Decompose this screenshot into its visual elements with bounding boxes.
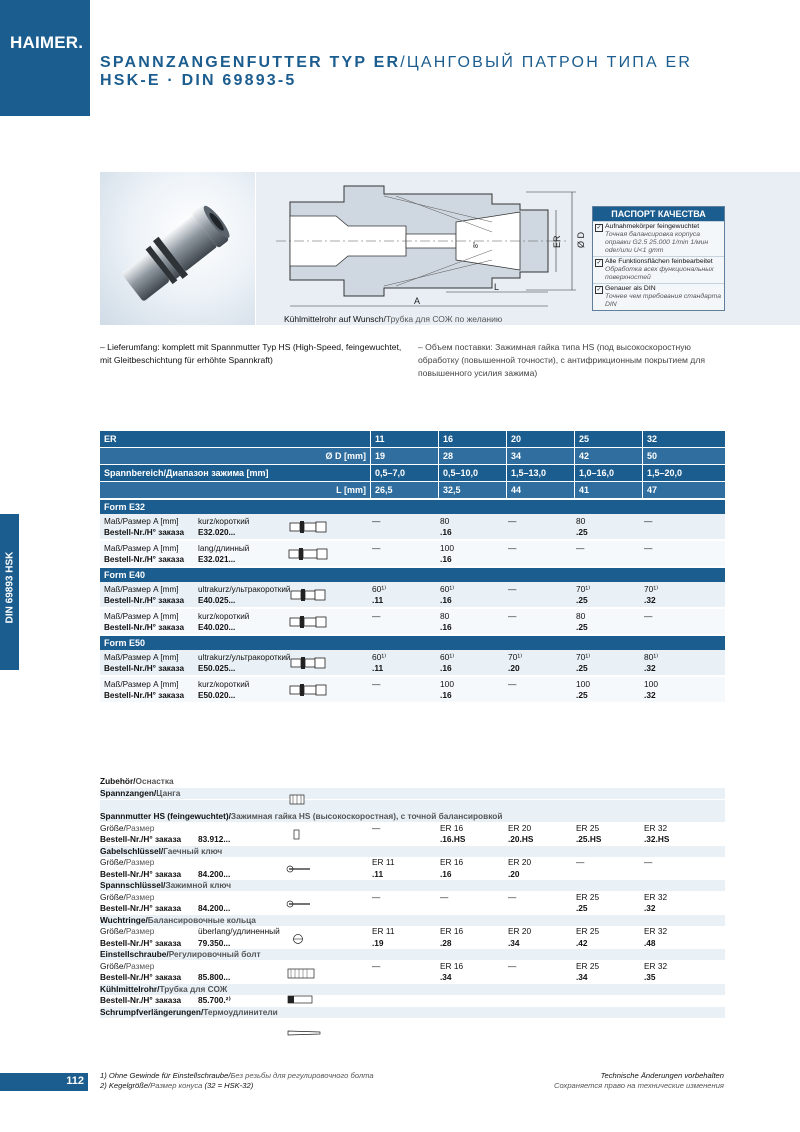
- clamping-nut-icon: [286, 829, 324, 842]
- order-number-value: .25: [576, 663, 588, 673]
- footnote-1-de: 1) Ohne Gewinde für Einstellschraube/: [100, 1071, 231, 1080]
- wrench-icon: [286, 864, 324, 877]
- accessory-label-ru: Размер: [125, 926, 155, 936]
- accessory-label-de: Größe/: [100, 960, 126, 971]
- accessory-value: .25: [576, 903, 588, 913]
- disclaimer-ru: Сохраняется право на технические изменения: [553, 1081, 724, 1090]
- quality-header: ПАСПОРТ КАЧЕСТВА: [593, 207, 724, 221]
- quality-item: [593, 283, 724, 310]
- quality-item: [593, 256, 724, 283]
- order-number-value: .16: [440, 595, 452, 605]
- order-number-value: .20: [508, 663, 520, 673]
- accessory-value: ER 20: [508, 926, 532, 936]
- dimension-a-value: 70¹⁾: [508, 652, 523, 662]
- order-label: Bestell-Nr./Н° заказа: [104, 623, 185, 632]
- accessory-label-de: Größe/: [100, 857, 126, 867]
- accessory-label-ru: Размер: [125, 960, 155, 971]
- accessory-label-ru: Зажимная гайка HS (высокоскоростная), с точной балансировкой: [230, 811, 503, 821]
- size-label: Maß/Размер A [mm]: [104, 517, 179, 526]
- footnotes: [100, 1071, 374, 1091]
- accessory-value: ER 16: [440, 857, 464, 867]
- accessory-value: ER 11: [372, 926, 395, 936]
- header-value: 34: [506, 448, 574, 464]
- form-header: [100, 636, 725, 650]
- accessory-label-ru: Размер: [125, 857, 155, 867]
- table-row: [100, 514, 725, 540]
- title-line2: HSK-E · DIN 69893-5: [100, 72, 297, 89]
- order-label: Bestell-Nr./Н° заказа: [100, 937, 182, 948]
- order-label: Bestell-Nr./Н° заказа: [104, 664, 185, 673]
- dimension-d-label: Ø D: [576, 231, 586, 248]
- dimension-a-value: 80: [440, 516, 450, 526]
- header-value: 32: [642, 431, 710, 447]
- header-value: 41: [574, 482, 642, 498]
- order-label: Bestell-Nr./Н° заказа: [104, 691, 185, 700]
- accessory-section: [100, 811, 725, 822]
- dimension-a-value: —: [644, 516, 653, 526]
- accessory-value: ER 32: [644, 926, 668, 936]
- table-header-row: [100, 448, 725, 464]
- accessory-value: —: [508, 960, 517, 971]
- dimension-a-value: —: [644, 543, 653, 553]
- accessory-row: [100, 961, 725, 972]
- order-number-value: .32: [644, 690, 656, 700]
- order-code: E40.025...: [198, 596, 236, 605]
- checkbox-icon: ✓: [596, 225, 602, 231]
- type-label: kurz/короткий: [198, 680, 250, 689]
- accessory-value: .20: [508, 868, 520, 879]
- accessory-value: .32: [644, 903, 656, 913]
- chuck-icon: [288, 683, 330, 697]
- order-code: E32.020...: [198, 528, 236, 537]
- dimension-a-value: 100: [576, 679, 590, 689]
- balancing-ring-icon: [286, 934, 324, 947]
- accessory-value: ER 20: [508, 822, 532, 833]
- page-title: [100, 54, 692, 90]
- chuck-photo-illustration: [100, 172, 255, 325]
- accessory-value: —: [576, 857, 585, 867]
- size-label: Maß/Размер A [mm]: [104, 544, 179, 553]
- accessory-value: .34: [440, 972, 452, 982]
- type-label: ultrakurz/ультракороткий: [198, 585, 291, 594]
- accessory-value: —: [508, 891, 517, 902]
- footnote-2-ru: Размер конуса: [150, 1081, 203, 1090]
- order-number-value: .16: [440, 527, 452, 537]
- coolant-tube-icon: [286, 994, 324, 1007]
- header-value: 47: [642, 482, 710, 498]
- table-header-row: [100, 482, 725, 498]
- header-value: 44: [506, 482, 574, 498]
- angle-label: 8°: [473, 241, 480, 248]
- order-label: Bestell-Nr./Н° заказа: [100, 834, 182, 844]
- accessory-value: ER 25: [576, 891, 600, 902]
- accessory-row: [100, 892, 725, 903]
- order-code: 84.200...: [198, 903, 231, 913]
- accessory-label-ru: Размер: [125, 891, 155, 902]
- order-number-value: .25: [576, 527, 588, 537]
- accessory-value: ER 20: [508, 857, 532, 867]
- size-label: Maß/Размер A [mm]: [104, 612, 179, 621]
- table-row: [100, 650, 725, 676]
- caption-de: Kühlmittelrohr auf Wunsch/: [284, 314, 386, 324]
- order-label: Bestell-Nr./Н° заказа: [100, 972, 182, 982]
- accessory-section: [100, 788, 725, 799]
- header-value: 20: [506, 431, 574, 447]
- dimension-a-value: 80¹⁾: [644, 652, 659, 662]
- order-label: Bestell-Nr./Н° заказа: [104, 596, 185, 605]
- dimension-a-value: 100: [440, 679, 454, 689]
- header-value: 1,5–20,0: [642, 465, 710, 481]
- header-value: 0,5–7,0: [370, 465, 438, 481]
- accessory-row: [100, 800, 725, 811]
- form-header: [100, 500, 725, 514]
- accessory-value: .28: [440, 937, 452, 948]
- accessory-value: ER 32: [644, 960, 668, 971]
- accessory-label-de: Gabelschlüssel/: [100, 845, 164, 856]
- accessory-row: [100, 926, 725, 937]
- accessory-value: —: [440, 891, 449, 902]
- order-code: 85.800...: [198, 972, 231, 982]
- dimension-a-value: —: [644, 611, 653, 621]
- header-value: 1,5–13,0: [506, 465, 574, 481]
- order-number-value: .16: [440, 663, 452, 673]
- accessory-label-de: Größe/: [100, 926, 126, 936]
- dimension-a-value: 80: [576, 611, 586, 621]
- accessory-value: .34: [508, 937, 520, 948]
- accessory-value: —: [372, 822, 381, 833]
- delivery-scope-de: – Lieferumfang: komplett mit Spannmutter Typ HS (High-Speed, feingewuchtet, mit Gleitbeschichtung für erhöhte Spannkraft): [100, 342, 402, 365]
- order-number-value: .16: [440, 554, 452, 564]
- quality-item-de: Aufnahmekörper feingewuchtet: [605, 223, 700, 230]
- accessory-value: ER 32: [644, 891, 668, 902]
- accessory-label-ru: Балансировочные кольца: [147, 914, 256, 925]
- table-row: [100, 677, 725, 703]
- accessory-value: ER 25: [576, 822, 600, 833]
- accessory-value: .16.HS: [440, 834, 466, 844]
- checkbox-icon: ✓: [596, 260, 602, 266]
- order-number-value: .25: [576, 690, 588, 700]
- accessory-value: ER 16: [440, 926, 464, 936]
- footer-disclaimer: [554, 1071, 724, 1091]
- dimension-a-value: 70¹⁾: [576, 584, 591, 594]
- quality-item: [593, 221, 724, 256]
- variant-label: überlang/удлиненный: [198, 926, 280, 936]
- quality-item-ru: Точнее чем требования стандарта DIN: [605, 293, 722, 308]
- accessory-label-ru: Термоудлинители: [203, 1006, 278, 1017]
- order-label: Bestell-Nr./Н° заказа: [104, 555, 185, 564]
- order-number-value: .11: [372, 663, 384, 673]
- dimension-er-label: ER: [552, 235, 562, 248]
- page-number-box: [0, 1073, 88, 1091]
- header-value: 26,5: [370, 482, 438, 498]
- header-label: Spannbereich/Диапазон зажима [mm]: [104, 468, 269, 478]
- table-header-row: [100, 431, 725, 447]
- collet-icon: [286, 794, 324, 807]
- accessory-row: [100, 834, 725, 845]
- order-code: 85.700.²⁾: [198, 995, 231, 1005]
- chuck-icon: [288, 615, 330, 629]
- accessory-value: .25.HS: [576, 834, 602, 844]
- order-number-value: .32: [644, 595, 656, 605]
- accessory-row: [100, 823, 725, 834]
- accessory-row: [100, 972, 725, 983]
- header-label: L [mm]: [336, 485, 366, 495]
- accessory-row: [100, 869, 725, 880]
- accessory-label-de: Spannmutter HS (feingewuchtet)/: [100, 811, 231, 821]
- dimension-a-value: 60¹⁾: [372, 584, 387, 594]
- accessory-label-ru: Трубка для СОЖ: [159, 983, 228, 994]
- accessory-value: .16: [440, 868, 452, 879]
- chuck-icon: [288, 547, 330, 561]
- quality-item-de: Alle Funktionsflächen feinbearbeitet: [605, 258, 713, 265]
- accessory-label-ru: Регулировочный болт: [168, 949, 261, 959]
- brand-name: HAIMER.: [10, 33, 84, 52]
- order-number-value: .16: [440, 690, 452, 700]
- quality-item-de: Genauer als DIN: [605, 285, 656, 292]
- footnote-2-de: 2) Kegelgröße/: [100, 1081, 151, 1090]
- order-number-value: .11: [372, 595, 384, 605]
- accessory-value: .19: [372, 937, 384, 948]
- accessory-value: .32.HS: [644, 834, 670, 844]
- accessory-section: [100, 1007, 725, 1018]
- order-label: Bestell-Nr./Н° заказа: [104, 528, 185, 537]
- dimension-a-value: 60¹⁾: [372, 652, 387, 662]
- brand-logo: [0, 0, 90, 116]
- accessory-label-de: Schrumpfverlängerungen/: [100, 1006, 204, 1017]
- type-label: lang/длинный: [198, 544, 250, 553]
- header-value: 28: [438, 448, 506, 464]
- form-name: Form E50: [104, 638, 146, 648]
- dimension-a-value: 100: [440, 543, 454, 553]
- accessory-value: .35: [644, 972, 656, 982]
- table-row: [100, 609, 725, 635]
- accessory-section: [100, 949, 725, 960]
- accessory-label-ru: Размер: [125, 822, 155, 833]
- chuck-icon: [288, 520, 330, 534]
- chuck-icon: [288, 656, 330, 670]
- dimension-a-label: A: [414, 296, 421, 306]
- header-value: 0,5–10,0: [438, 465, 506, 481]
- accessory-value: .48: [644, 937, 656, 948]
- footnote-1-ru: Без резьбы для регулировочного болта: [230, 1071, 374, 1080]
- header-label: Ø D [mm]: [325, 451, 366, 461]
- accessory-row: [100, 857, 725, 868]
- size-label: Maß/Размер A [mm]: [104, 680, 179, 689]
- dimension-a-value: —: [508, 611, 517, 621]
- order-number-value: .32: [644, 663, 656, 673]
- table-row: [100, 541, 725, 567]
- dimension-a-value: —: [372, 516, 381, 526]
- accessory-value: ER 25: [576, 926, 600, 936]
- accessory-value: ER 32: [644, 822, 668, 833]
- footnote-2-tail: (32 = HSK-32): [202, 1081, 254, 1090]
- page-number: 112: [66, 1075, 84, 1087]
- accessory-row: [100, 995, 725, 1006]
- accessories-title-ru: Оснастка: [135, 776, 174, 786]
- adjusting-screw-icon: [286, 968, 324, 981]
- order-code: 84.200...: [198, 868, 231, 879]
- accessory-value: ER 25: [576, 960, 600, 971]
- order-code: E50.025...: [198, 664, 236, 673]
- accessory-value: .42: [576, 937, 588, 948]
- accessory-value: .20.HS: [508, 834, 534, 844]
- size-label: Maß/Размер A [mm]: [104, 653, 179, 662]
- order-code: E32.021...: [198, 555, 236, 564]
- accessory-section: [100, 984, 725, 995]
- header-value: 11: [370, 431, 438, 447]
- order-label: Bestell-Nr./Н° заказа: [100, 868, 182, 879]
- dimension-a-value: —: [508, 584, 517, 594]
- dimension-a-value: —: [372, 679, 381, 689]
- order-label: Bestell-Nr./Н° заказа: [100, 903, 182, 913]
- dimension-a-value: 80: [576, 516, 586, 526]
- accessory-label-de: Wuchtringe/: [100, 914, 148, 925]
- accessory-label-de: Spannzangen/: [100, 788, 157, 798]
- quality-item-ru: Обработка всех функциональных поверхностей: [605, 266, 714, 281]
- shrink-extension-icon: [286, 1028, 324, 1041]
- quality-item-ru: Точная балансировка корпуса оправки G2.5 25.000 1/min 1/мин oder/или U<1 gmm: [605, 231, 709, 254]
- accessory-label-de: Einstellschraube/: [100, 949, 169, 959]
- accessories-title: [100, 776, 725, 787]
- header-value: 50: [642, 448, 710, 464]
- delivery-scope-ru: – Объем поставки: Зажимная гайка типа HS (под высокоскоростную обработку (повышенной точности), с антифрикционным покрытием для повышенного усилия зажима): [418, 342, 705, 378]
- type-label: kurz/короткий: [198, 612, 250, 621]
- accessory-section: [100, 915, 725, 926]
- accessory-section: [100, 880, 725, 891]
- chuck-icon: [288, 588, 330, 602]
- order-number-value: .25: [576, 595, 588, 605]
- accessory-value: ER 16: [440, 822, 464, 833]
- drawing-caption: [284, 314, 502, 324]
- header-value: 19: [370, 448, 438, 464]
- header-value: 25: [574, 431, 642, 447]
- accessory-label-ru: Цанга: [156, 788, 181, 798]
- dimension-a-value: —: [372, 611, 381, 621]
- side-tab-label: DIN 69893 HSK: [4, 551, 16, 624]
- accessory-label-de: Größe/: [100, 891, 126, 902]
- order-code: E50.020...: [198, 691, 236, 700]
- order-code: 79.350...: [198, 937, 231, 948]
- header-label: ER: [104, 434, 117, 444]
- caption-ru: Трубка для СОЖ по желанию: [385, 314, 503, 324]
- size-label: Maß/Размер A [mm]: [104, 585, 179, 594]
- order-number-value: .16: [440, 622, 452, 632]
- product-photo: [100, 172, 255, 325]
- order-label: Bestell-Nr./Н° заказа: [100, 995, 182, 1005]
- type-label: kurz/короткий: [198, 517, 250, 526]
- form-name: Form E32: [104, 502, 146, 512]
- title-ru: /ЦАНГОВЫЙ ПАТРОН ТИПА ER: [400, 54, 693, 71]
- accessories-title-de: Zubehör/: [100, 776, 136, 786]
- side-tab: [0, 514, 19, 670]
- order-number-value: .25: [576, 622, 588, 632]
- dimension-a-value: 60¹⁾: [440, 652, 455, 662]
- accessory-value: ER 16: [440, 960, 464, 971]
- accessory-label-de: Spannschlüssel/: [100, 880, 166, 890]
- dimension-a-value: 80: [440, 611, 450, 621]
- accessory-row: [100, 938, 725, 949]
- dimension-a-value: —: [508, 516, 517, 526]
- disclaimer-de: Technische Änderungen vorbehalten: [600, 1071, 724, 1080]
- accessory-value: ER 11: [372, 857, 395, 867]
- dimension-a-value: 70¹⁾: [576, 652, 591, 662]
- header-value: 16: [438, 431, 506, 447]
- key-icon: [286, 899, 324, 912]
- form-name: Form E40: [104, 570, 146, 580]
- dimension-a-value: 60¹⁾: [440, 584, 455, 594]
- header-value: 1,0–16,0: [574, 465, 642, 481]
- dimension-a-value: —: [508, 543, 517, 553]
- dimension-a-value: 100: [644, 679, 658, 689]
- accessory-label-ru: Зажимной ключ: [165, 880, 232, 890]
- type-label: ultrakurz/ультракороткий: [198, 653, 291, 662]
- quality-passport: [592, 206, 725, 311]
- accessory-value: .34: [576, 972, 588, 982]
- accessory-label-ru: Гаечный ключ: [163, 845, 223, 856]
- header-value: 42: [574, 448, 642, 464]
- dimension-l-label: L: [494, 282, 500, 292]
- accessory-label-de: Kühlmittelrohr/: [100, 983, 160, 994]
- accessory-row: [100, 903, 725, 914]
- checkbox-icon: ✓: [596, 287, 602, 293]
- form-header: [100, 568, 725, 582]
- accessory-value: —: [372, 891, 381, 902]
- title-de: SPANNZANGENFUTTER TYP ER: [100, 54, 401, 71]
- accessory-value: —: [372, 960, 381, 971]
- dimension-a-value: —: [576, 543, 585, 553]
- dimension-a-value: —: [508, 679, 517, 689]
- accessory-value: —: [644, 857, 653, 867]
- dimension-a-value: 70¹⁾: [644, 584, 659, 594]
- header-value: 32,5: [438, 482, 506, 498]
- table-header-row: [100, 465, 725, 481]
- dimension-a-value: —: [372, 543, 381, 553]
- order-code: E40.020...: [198, 623, 236, 632]
- accessory-label-de: Größe/: [100, 822, 126, 833]
- table-row: [100, 582, 725, 608]
- accessory-value: .11: [372, 868, 384, 879]
- order-code: 83.912...: [198, 834, 231, 844]
- accessory-section: [100, 846, 725, 857]
